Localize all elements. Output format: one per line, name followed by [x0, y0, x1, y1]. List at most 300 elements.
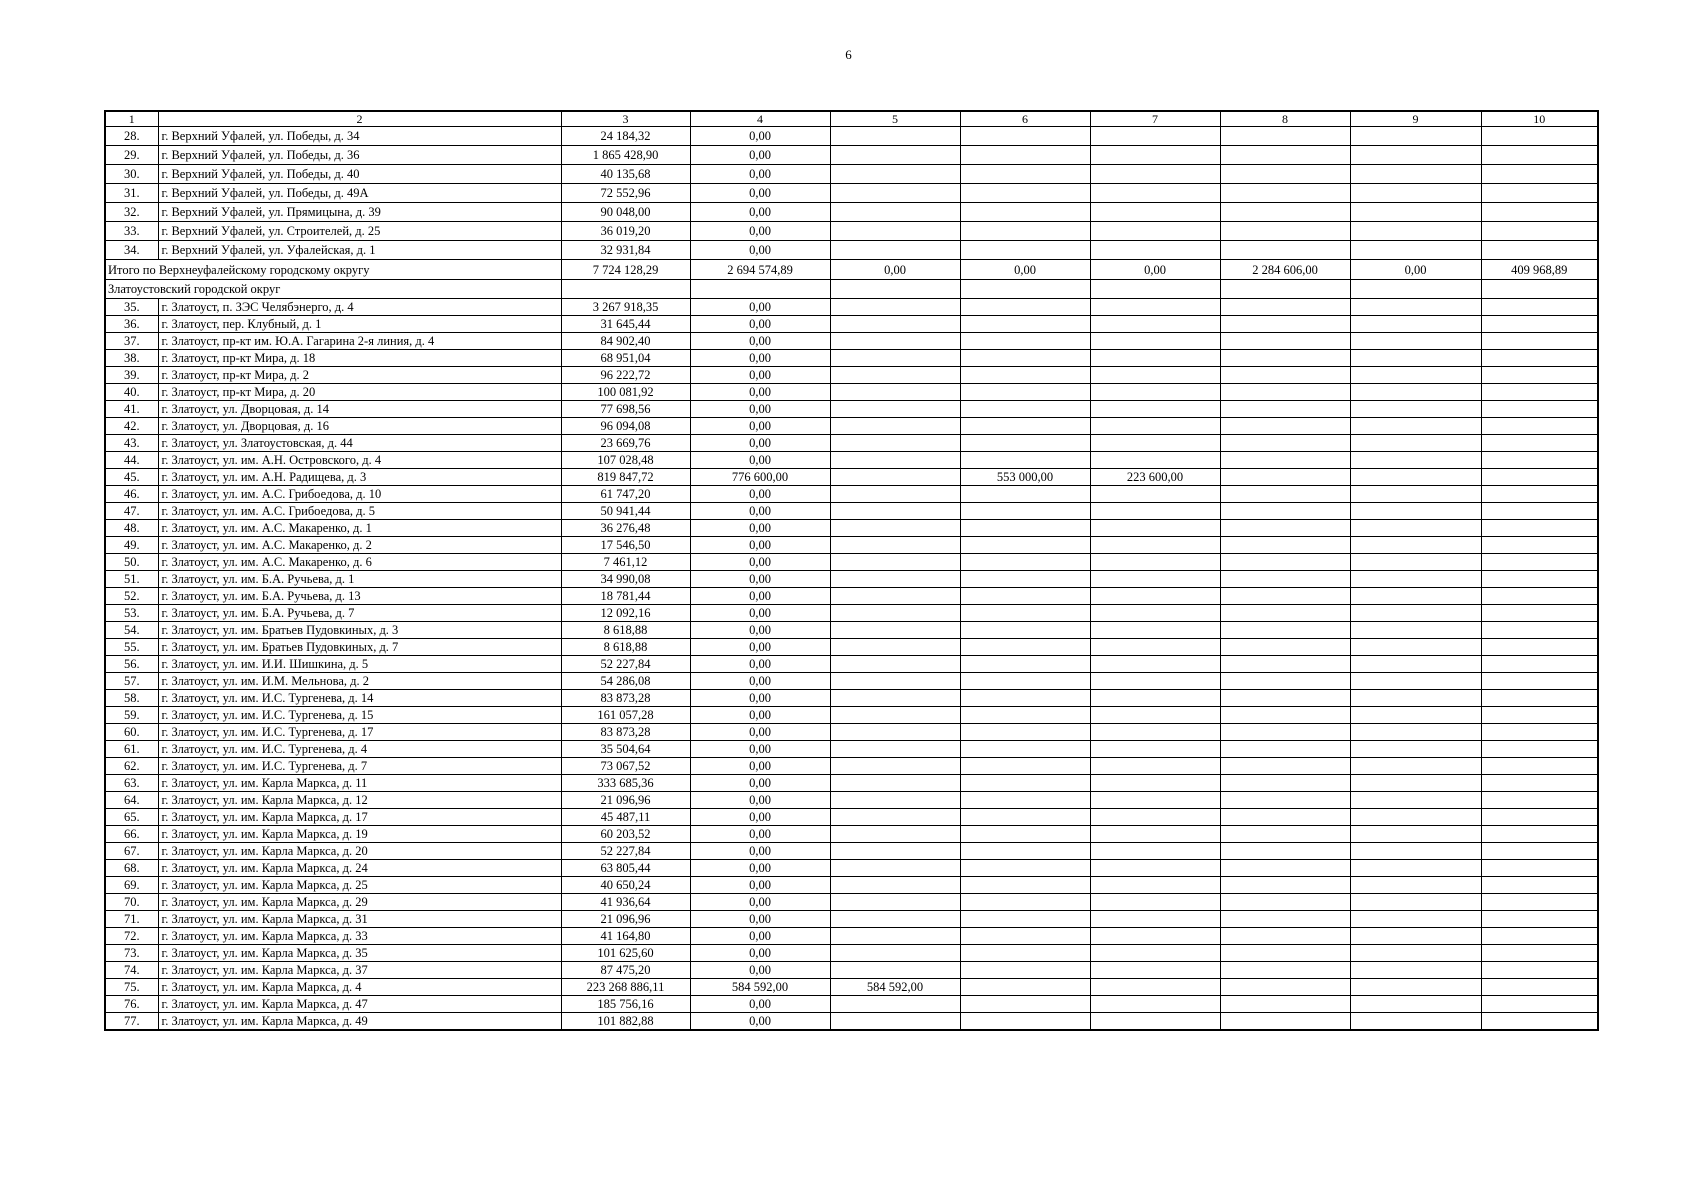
table-row [105, 384, 1598, 401]
row-number-cell: 77. [105, 1013, 158, 1031]
value-cell [1481, 911, 1598, 928]
total-value: 0,00 [960, 260, 1090, 280]
value-cell: 77 698,56 [561, 401, 690, 418]
value-cell: 0,00 [690, 707, 830, 724]
value-cell [1350, 996, 1481, 1013]
value-cell: 0,00 [690, 945, 830, 962]
value-cell [960, 877, 1090, 894]
value-cell: 0,00 [690, 241, 830, 260]
value-cell [1220, 962, 1350, 979]
row-number-cell: 63. [105, 775, 158, 792]
value-cell [1090, 486, 1220, 503]
table-row [105, 469, 1598, 486]
value-cell [830, 758, 960, 775]
value-cell: 8 618,88 [561, 622, 690, 639]
value-cell [960, 979, 1090, 996]
row-number-cell: 59. [105, 707, 158, 724]
value-cell [1481, 1013, 1598, 1031]
table-row [105, 203, 1598, 222]
value-cell [830, 554, 960, 571]
value-cell [1220, 792, 1350, 809]
value-cell [830, 809, 960, 826]
row-number-cell: 65. [105, 809, 158, 826]
value-cell [1090, 639, 1220, 656]
value-cell [960, 588, 1090, 605]
address-cell: г. Златоуст, ул. им. Братьев Пудовкиных, д. 7 [158, 639, 561, 656]
value-cell [960, 486, 1090, 503]
table-row [105, 775, 1598, 792]
row-number-cell: 75. [105, 979, 158, 996]
row-number-cell: 31. [105, 184, 158, 203]
value-cell: 32 931,84 [561, 241, 690, 260]
value-cell: 776 600,00 [690, 469, 830, 486]
value-cell [1481, 418, 1598, 435]
address-cell: г. Златоуст, ул. им. И.С. Тургенева, д. 15 [158, 707, 561, 724]
value-cell [830, 537, 960, 554]
value-cell: 96 222,72 [561, 367, 690, 384]
column-number: 7 [1090, 111, 1220, 127]
address-cell: г. Златоуст, ул. им. И.С. Тургенева, д. 4 [158, 741, 561, 758]
value-cell [1350, 894, 1481, 911]
value-cell [830, 146, 960, 165]
value-cell [1090, 520, 1220, 537]
value-cell [1090, 622, 1220, 639]
address-cell: г. Златоуст, ул. им. Карла Маркса, д. 25 [158, 877, 561, 894]
value-cell [960, 690, 1090, 707]
value-cell [1220, 127, 1350, 146]
value-cell [960, 758, 1090, 775]
value-cell [1090, 165, 1220, 184]
value-cell [960, 826, 1090, 843]
value-cell [1220, 418, 1350, 435]
value-cell [830, 401, 960, 418]
value-cell [1090, 860, 1220, 877]
value-cell [830, 588, 960, 605]
value-cell [1481, 877, 1598, 894]
value-cell: 24 184,32 [561, 127, 690, 146]
address-cell: г. Златоуст, ул. им. И.С. Тургенева, д. 17 [158, 724, 561, 741]
value-cell [1481, 826, 1598, 843]
value-cell: 223 268 886,11 [561, 979, 690, 996]
value-cell [960, 996, 1090, 1013]
value-cell: 68 951,04 [561, 350, 690, 367]
value-cell [830, 775, 960, 792]
value-cell [1220, 809, 1350, 826]
section-row [105, 280, 1598, 299]
row-number-cell: 66. [105, 826, 158, 843]
value-cell [1090, 241, 1220, 260]
value-cell [1481, 588, 1598, 605]
value-cell [830, 724, 960, 741]
value-cell [1090, 775, 1220, 792]
value-cell [960, 911, 1090, 928]
value-cell [960, 316, 1090, 333]
table-row [105, 945, 1598, 962]
table-row [105, 418, 1598, 435]
address-cell: г. Златоуст, ул. Златоустовская, д. 44 [158, 435, 561, 452]
row-number-cell: 69. [105, 877, 158, 894]
value-cell [1090, 792, 1220, 809]
value-cell: 36 019,20 [561, 222, 690, 241]
value-cell: 0,00 [690, 622, 830, 639]
table-row [105, 520, 1598, 537]
value-cell [830, 184, 960, 203]
value-cell: 0,00 [690, 605, 830, 622]
address-cell: г. Златоуст, пр-кт Мира, д. 20 [158, 384, 561, 401]
value-cell: 0,00 [690, 537, 830, 554]
table-row [105, 605, 1598, 622]
table-row [105, 503, 1598, 520]
address-cell: г. Златоуст, ул. им. А.С. Макаренко, д. 2 [158, 537, 561, 554]
value-cell [830, 503, 960, 520]
value-cell: 12 092,16 [561, 605, 690, 622]
value-cell: 0,00 [690, 809, 830, 826]
row-number-cell: 54. [105, 622, 158, 639]
value-cell: 0,00 [690, 165, 830, 184]
value-cell: 0,00 [690, 962, 830, 979]
value-cell: 0,00 [690, 203, 830, 222]
table-row [105, 316, 1598, 333]
table-row [105, 367, 1598, 384]
value-cell [960, 571, 1090, 588]
row-number-cell: 56. [105, 656, 158, 673]
value-cell [1481, 792, 1598, 809]
value-cell [960, 605, 1090, 622]
value-cell [960, 928, 1090, 945]
row-number-cell: 68. [105, 860, 158, 877]
value-cell [1090, 203, 1220, 222]
value-cell: 0,00 [690, 758, 830, 775]
value-cell: 60 203,52 [561, 826, 690, 843]
value-cell: 100 081,92 [561, 384, 690, 401]
value-cell [960, 809, 1090, 826]
row-number-cell: 32. [105, 203, 158, 222]
address-cell: г. Златоуст, ул. им. Карла Маркса, д. 29 [158, 894, 561, 911]
empty-cell [830, 280, 960, 299]
row-number-cell: 55. [105, 639, 158, 656]
value-cell [1090, 945, 1220, 962]
value-cell [1090, 690, 1220, 707]
value-cell [1350, 486, 1481, 503]
value-cell [1350, 222, 1481, 241]
address-cell: г. Златоуст, п. ЗЭС Челябэнерго, д. 4 [158, 299, 561, 316]
value-cell [1090, 741, 1220, 758]
value-cell: 40 650,24 [561, 877, 690, 894]
value-cell [830, 962, 960, 979]
value-cell [1220, 316, 1350, 333]
value-cell [1481, 127, 1598, 146]
value-cell: 0,00 [690, 792, 830, 809]
value-cell [1481, 452, 1598, 469]
table-row [105, 860, 1598, 877]
value-cell [830, 571, 960, 588]
table-row [105, 435, 1598, 452]
value-cell [1481, 554, 1598, 571]
value-cell [960, 639, 1090, 656]
address-cell: г. Златоуст, ул. им. Карла Маркса, д. 17 [158, 809, 561, 826]
value-cell [960, 384, 1090, 401]
row-number-cell: 44. [105, 452, 158, 469]
value-cell [1220, 707, 1350, 724]
address-cell: г. Верхний Уфалей, ул. Строителей, д. 25 [158, 222, 561, 241]
address-cell: г. Златоуст, пр-кт Мира, д. 2 [158, 367, 561, 384]
value-cell [830, 203, 960, 222]
row-number-cell: 30. [105, 165, 158, 184]
value-cell [960, 843, 1090, 860]
value-cell [1350, 452, 1481, 469]
value-cell [830, 486, 960, 503]
value-cell: 0,00 [690, 1013, 830, 1031]
row-number-cell: 40. [105, 384, 158, 401]
value-cell: 21 096,96 [561, 792, 690, 809]
value-cell [1090, 928, 1220, 945]
address-cell: г. Златоуст, ул. им. А.С. Макаренко, д. 6 [158, 554, 561, 571]
value-cell [1350, 350, 1481, 367]
total-label: Итого по Верхнеуфалейскому городскому округу [105, 260, 561, 280]
value-cell [830, 316, 960, 333]
table-row [105, 486, 1598, 503]
value-cell [1220, 299, 1350, 316]
value-cell [1481, 503, 1598, 520]
address-cell: г. Златоуст, пр-кт им. Ю.А. Гагарина 2-я линия, д. 4 [158, 333, 561, 350]
value-cell: 0,00 [690, 401, 830, 418]
value-cell [830, 520, 960, 537]
row-number-cell: 29. [105, 146, 158, 165]
address-cell: г. Златоуст, ул. им. Карла Маркса, д. 35 [158, 945, 561, 962]
address-cell: г. Златоуст, ул. им. Б.А. Ручьева, д. 13 [158, 588, 561, 605]
value-cell [1220, 203, 1350, 222]
value-cell [1090, 452, 1220, 469]
address-cell: г. Златоуст, ул. им. Карла Маркса, д. 31 [158, 911, 561, 928]
value-cell [1090, 367, 1220, 384]
address-cell: г. Верхний Уфалей, ул. Победы, д. 34 [158, 127, 561, 146]
total-value: 2 284 606,00 [1220, 260, 1350, 280]
table-row [105, 333, 1598, 350]
row-number-cell: 50. [105, 554, 158, 571]
value-cell [1220, 979, 1350, 996]
value-cell: 107 028,48 [561, 452, 690, 469]
value-cell: 34 990,08 [561, 571, 690, 588]
table-row [105, 979, 1598, 996]
value-cell: 0,00 [690, 656, 830, 673]
table-row [105, 928, 1598, 945]
row-number-cell: 61. [105, 741, 158, 758]
value-cell [1481, 605, 1598, 622]
page-number: 6 [845, 47, 852, 62]
value-cell [1481, 996, 1598, 1013]
empty-cell [1090, 280, 1220, 299]
value-cell [1350, 656, 1481, 673]
column-number: 1 [105, 111, 158, 127]
value-cell [1220, 843, 1350, 860]
value-cell [1350, 401, 1481, 418]
value-cell: 63 805,44 [561, 860, 690, 877]
value-cell [960, 962, 1090, 979]
value-cell [960, 656, 1090, 673]
value-cell [960, 418, 1090, 435]
value-cell [960, 222, 1090, 241]
value-cell [1481, 775, 1598, 792]
value-cell [1350, 384, 1481, 401]
value-cell [1481, 520, 1598, 537]
value-cell: 0,00 [690, 877, 830, 894]
value-cell [1481, 333, 1598, 350]
value-cell [1090, 809, 1220, 826]
value-cell: 584 592,00 [830, 979, 960, 996]
row-number-cell: 71. [105, 911, 158, 928]
value-cell [1220, 877, 1350, 894]
row-number-cell: 34. [105, 241, 158, 260]
value-cell [1220, 605, 1350, 622]
value-cell [1481, 165, 1598, 184]
value-cell [830, 222, 960, 241]
value-cell [830, 911, 960, 928]
address-cell: г. Златоуст, ул. им. Карла Маркса, д. 33 [158, 928, 561, 945]
value-cell [1090, 979, 1220, 996]
value-cell: 84 902,40 [561, 333, 690, 350]
column-number: 10 [1481, 111, 1598, 127]
row-number-cell: 64. [105, 792, 158, 809]
value-cell [830, 639, 960, 656]
value-cell [960, 945, 1090, 962]
column-number-row [105, 111, 1598, 127]
address-cell: г. Верхний Уфалей, ул. Победы, д. 49А [158, 184, 561, 203]
value-cell [1090, 299, 1220, 316]
value-cell [1481, 656, 1598, 673]
value-cell [1220, 452, 1350, 469]
value-cell [1090, 127, 1220, 146]
value-cell: 90 048,00 [561, 203, 690, 222]
value-cell [1220, 724, 1350, 741]
address-cell: г. Златоуст, ул. им. Б.А. Ручьева, д. 1 [158, 571, 561, 588]
value-cell: 0,00 [690, 520, 830, 537]
value-cell: 0,00 [690, 928, 830, 945]
table-row [105, 877, 1598, 894]
value-cell: 87 475,20 [561, 962, 690, 979]
value-cell [830, 792, 960, 809]
address-cell: г. Златоуст, ул. им. Карла Маркса, д. 37 [158, 962, 561, 979]
value-cell [960, 452, 1090, 469]
value-cell [1220, 537, 1350, 554]
value-cell [1350, 826, 1481, 843]
value-cell [1220, 894, 1350, 911]
table-row [105, 146, 1598, 165]
value-cell: 0,00 [690, 673, 830, 690]
address-cell: г. Златоуст, ул. им. И.М. Мельнова, д. 2 [158, 673, 561, 690]
value-cell [1090, 333, 1220, 350]
value-cell [1090, 435, 1220, 452]
column-number: 4 [690, 111, 830, 127]
value-cell [830, 622, 960, 639]
value-cell [1350, 945, 1481, 962]
value-cell: 101 625,60 [561, 945, 690, 962]
value-cell [1090, 503, 1220, 520]
table-row [105, 452, 1598, 469]
value-cell [960, 127, 1090, 146]
column-number: 3 [561, 111, 690, 127]
value-cell [1350, 622, 1481, 639]
value-cell: 72 552,96 [561, 184, 690, 203]
row-number-cell: 52. [105, 588, 158, 605]
row-number-cell: 62. [105, 758, 158, 775]
value-cell [1481, 758, 1598, 775]
address-cell: г. Златоуст, пер. Клубный, д. 1 [158, 316, 561, 333]
value-cell [1481, 843, 1598, 860]
address-cell: г. Златоуст, ул. им. Карла Маркса, д. 4 [158, 979, 561, 996]
table-row [105, 639, 1598, 656]
value-cell [1350, 554, 1481, 571]
value-cell [1481, 690, 1598, 707]
value-cell [1481, 741, 1598, 758]
value-cell [1220, 775, 1350, 792]
value-cell: 54 286,08 [561, 673, 690, 690]
total-value: 409 968,89 [1481, 260, 1598, 280]
row-number-cell: 48. [105, 520, 158, 537]
value-cell [960, 894, 1090, 911]
address-cell: г. Златоуст, пр-кт Мира, д. 18 [158, 350, 561, 367]
table-row [105, 222, 1598, 241]
table-row [105, 809, 1598, 826]
value-cell [1090, 554, 1220, 571]
value-cell: 0,00 [690, 741, 830, 758]
value-cell [830, 384, 960, 401]
value-cell [1481, 860, 1598, 877]
value-cell [1220, 241, 1350, 260]
value-cell [1220, 146, 1350, 165]
value-cell [960, 367, 1090, 384]
value-cell: 553 000,00 [960, 469, 1090, 486]
address-cell: г. Златоуст, ул. им. А.С. Грибоедова, д. 5 [158, 503, 561, 520]
row-number-cell: 45. [105, 469, 158, 486]
table-row [105, 962, 1598, 979]
table-row [105, 165, 1598, 184]
value-cell: 0,00 [690, 435, 830, 452]
table-row [105, 690, 1598, 707]
value-cell [1350, 571, 1481, 588]
column-number: 2 [158, 111, 561, 127]
value-cell [1481, 350, 1598, 367]
value-cell: 0,00 [690, 911, 830, 928]
value-cell [1090, 537, 1220, 554]
address-cell: г. Златоуст, ул. им. Карла Маркса, д. 49 [158, 1013, 561, 1031]
value-cell [960, 184, 1090, 203]
row-number-cell: 33. [105, 222, 158, 241]
value-cell: 0,00 [690, 554, 830, 571]
value-cell [1220, 222, 1350, 241]
total-value: 0,00 [1090, 260, 1220, 280]
table-row [105, 588, 1598, 605]
value-cell [1481, 146, 1598, 165]
column-number: 6 [960, 111, 1090, 127]
value-cell: 73 067,52 [561, 758, 690, 775]
value-cell [1220, 639, 1350, 656]
value-cell [1220, 486, 1350, 503]
table-row [105, 622, 1598, 639]
value-cell: 0,00 [690, 299, 830, 316]
value-cell [1481, 622, 1598, 639]
value-cell [1350, 146, 1481, 165]
value-cell [1220, 945, 1350, 962]
value-cell [960, 707, 1090, 724]
value-cell: 17 546,50 [561, 537, 690, 554]
value-cell [960, 350, 1090, 367]
table-row [105, 656, 1598, 673]
row-number-cell: 46. [105, 486, 158, 503]
value-cell [960, 741, 1090, 758]
value-cell [830, 165, 960, 184]
value-cell [830, 877, 960, 894]
value-cell [1481, 203, 1598, 222]
